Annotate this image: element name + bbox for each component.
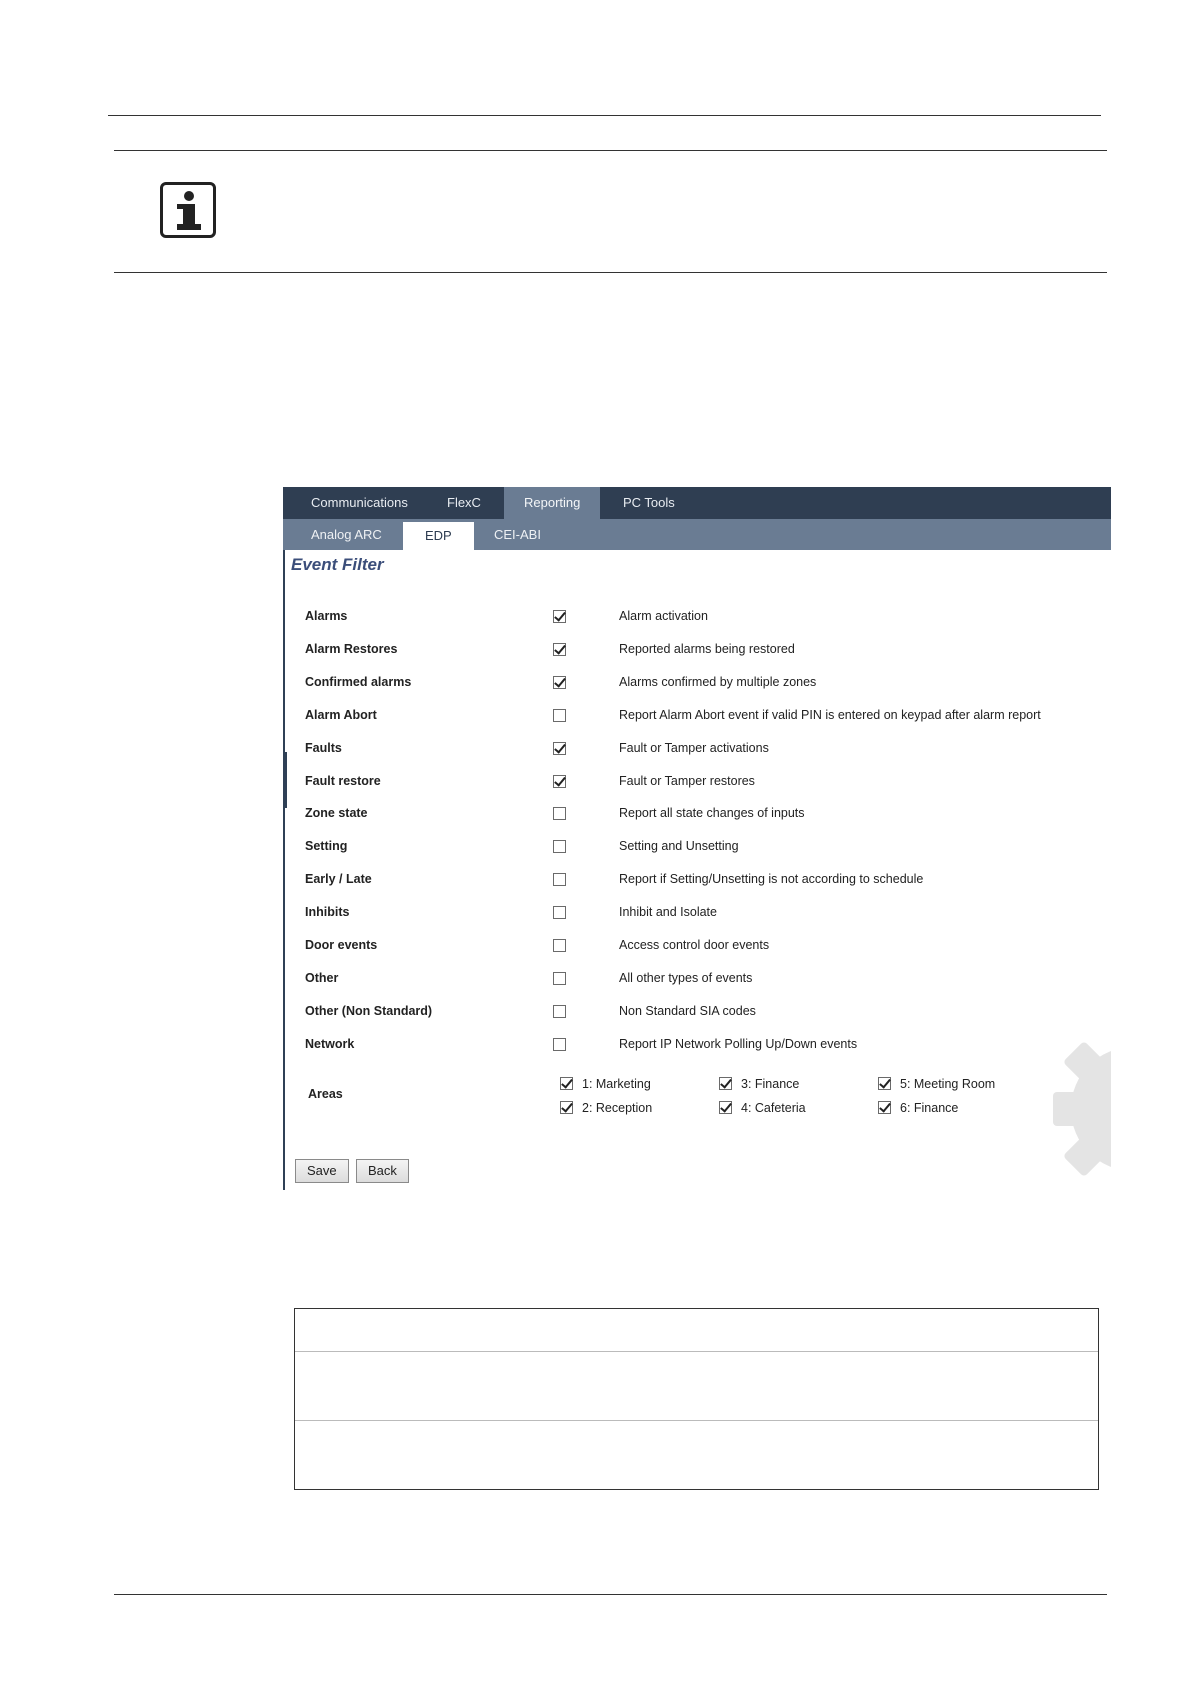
filter-description: Report Alarm Abort event if valid PIN is entered on keypad after alarm report — [619, 707, 1041, 722]
filter-row — [283, 899, 1111, 927]
area-label: 3: Finance — [741, 1077, 800, 1091]
save-button[interactable]: Save — [295, 1159, 349, 1183]
back-button[interactable]: Back — [356, 1159, 409, 1183]
filter-checkbox[interactable] — [553, 709, 566, 722]
filter-checkbox[interactable] — [553, 906, 566, 919]
tab-reporting[interactable]: Reporting — [504, 487, 600, 519]
footer-rule — [114, 1594, 1107, 1595]
parameter-table — [294, 1308, 1099, 1490]
filter-row — [283, 669, 1111, 697]
area-checkbox[interactable] — [719, 1101, 732, 1114]
area-label: 4: Cafeteria — [741, 1101, 806, 1115]
filter-checkbox[interactable] — [553, 676, 566, 689]
area-checkbox[interactable] — [878, 1101, 891, 1114]
filter-label: Door events — [305, 938, 378, 952]
filter-checkbox[interactable] — [553, 972, 566, 985]
area-label: 2: Reception — [582, 1101, 653, 1115]
section-title: Event Filter — [291, 555, 384, 574]
note-bottom-rule — [114, 272, 1107, 273]
area-checkbox[interactable] — [560, 1101, 573, 1114]
tab-pc-tools[interactable]: PC Tools — [623, 495, 675, 510]
filter-description: All other types of events — [619, 970, 753, 985]
tab-cei-abi[interactable]: CEI-ABI — [494, 527, 541, 542]
filter-description: Setting and Unsetting — [619, 839, 739, 854]
filter-row — [283, 768, 1111, 796]
sub-tab-bar — [283, 519, 1111, 550]
filter-checkbox[interactable] — [553, 873, 566, 886]
filter-checkbox[interactable] — [553, 807, 566, 820]
filter-row — [283, 800, 1111, 828]
filter-description: Fault or Tamper restores — [619, 773, 755, 788]
filter-row — [283, 636, 1111, 664]
filter-label: Network — [305, 1036, 355, 1051]
filter-description: Fault or Tamper activations — [619, 740, 769, 755]
filter-row — [283, 932, 1111, 960]
filter-row — [283, 866, 1111, 894]
filter-description: Report IP Network Polling Up/Down events — [619, 1036, 858, 1051]
filter-label: Faults — [305, 740, 342, 755]
filter-description: Report all state changes of inputs — [619, 806, 805, 821]
filter-checkbox[interactable] — [553, 939, 566, 952]
filter-row — [283, 702, 1111, 730]
areas-label: Areas — [308, 1087, 343, 1101]
filter-row — [283, 833, 1111, 861]
filter-checkbox[interactable] — [553, 610, 566, 623]
filter-row — [283, 735, 1111, 763]
event-filter-screenshot — [283, 487, 1111, 1190]
filter-row — [283, 1031, 1111, 1059]
filter-description: Reported alarms being restored — [619, 641, 795, 656]
note-top-rule — [114, 150, 1107, 151]
filter-row — [283, 965, 1111, 993]
filter-checkbox[interactable] — [553, 775, 566, 788]
area-checkbox[interactable] — [560, 1077, 573, 1090]
tab-analog-arc[interactable]: Analog ARC — [311, 527, 382, 542]
filter-label: Zone state — [305, 806, 368, 821]
filter-description: Report if Setting/Unsetting is not according to schedule — [619, 872, 924, 887]
filter-label: Alarm Abort — [305, 707, 377, 722]
area-checkbox[interactable] — [719, 1077, 732, 1090]
tab-flexc[interactable]: FlexC — [447, 495, 481, 510]
filter-description: Alarm activation — [619, 609, 708, 623]
filter-label: Confirmed alarms — [305, 674, 412, 689]
filter-description: Alarms confirmed by multiple zones — [619, 674, 817, 689]
filter-label: Fault restore — [305, 773, 381, 788]
filter-description: Non Standard SIA codes — [619, 1003, 756, 1018]
main-tab-bar — [283, 487, 1111, 519]
filter-label: Early / Late — [305, 872, 372, 887]
header-rule — [108, 115, 1101, 116]
tab-edp[interactable]: EDP — [403, 522, 474, 550]
filter-row — [283, 998, 1111, 1026]
area-label: 5: Meeting Room — [900, 1077, 996, 1091]
table-row — [295, 1309, 1098, 1352]
filter-label: Alarms — [305, 609, 348, 623]
table-row — [295, 1420, 1098, 1488]
filter-row — [283, 603, 1111, 631]
area-label: 6: Finance — [900, 1101, 959, 1115]
table-row — [295, 1351, 1098, 1421]
filter-label: Inhibits — [305, 905, 350, 920]
filter-label: Setting — [305, 839, 348, 854]
area-label: 1: Marketing — [582, 1077, 651, 1091]
filter-label: Other — [305, 970, 339, 985]
filter-checkbox[interactable] — [553, 643, 566, 656]
gear-icon — [1023, 1017, 1111, 1190]
info-icon — [160, 182, 216, 238]
filter-checkbox[interactable] — [553, 840, 566, 853]
filter-description: Access control door events — [619, 938, 770, 952]
filter-checkbox[interactable] — [553, 1005, 566, 1018]
filter-checkbox[interactable] — [553, 1038, 566, 1051]
filter-label: Alarm Restores — [305, 641, 398, 656]
filter-label: Other (Non Standard) — [305, 1003, 433, 1018]
tab-communications[interactable]: Communications — [311, 495, 408, 510]
area-checkbox[interactable] — [878, 1077, 891, 1090]
filter-description: Inhibit and Isolate — [619, 905, 717, 920]
filter-checkbox[interactable] — [553, 742, 566, 755]
